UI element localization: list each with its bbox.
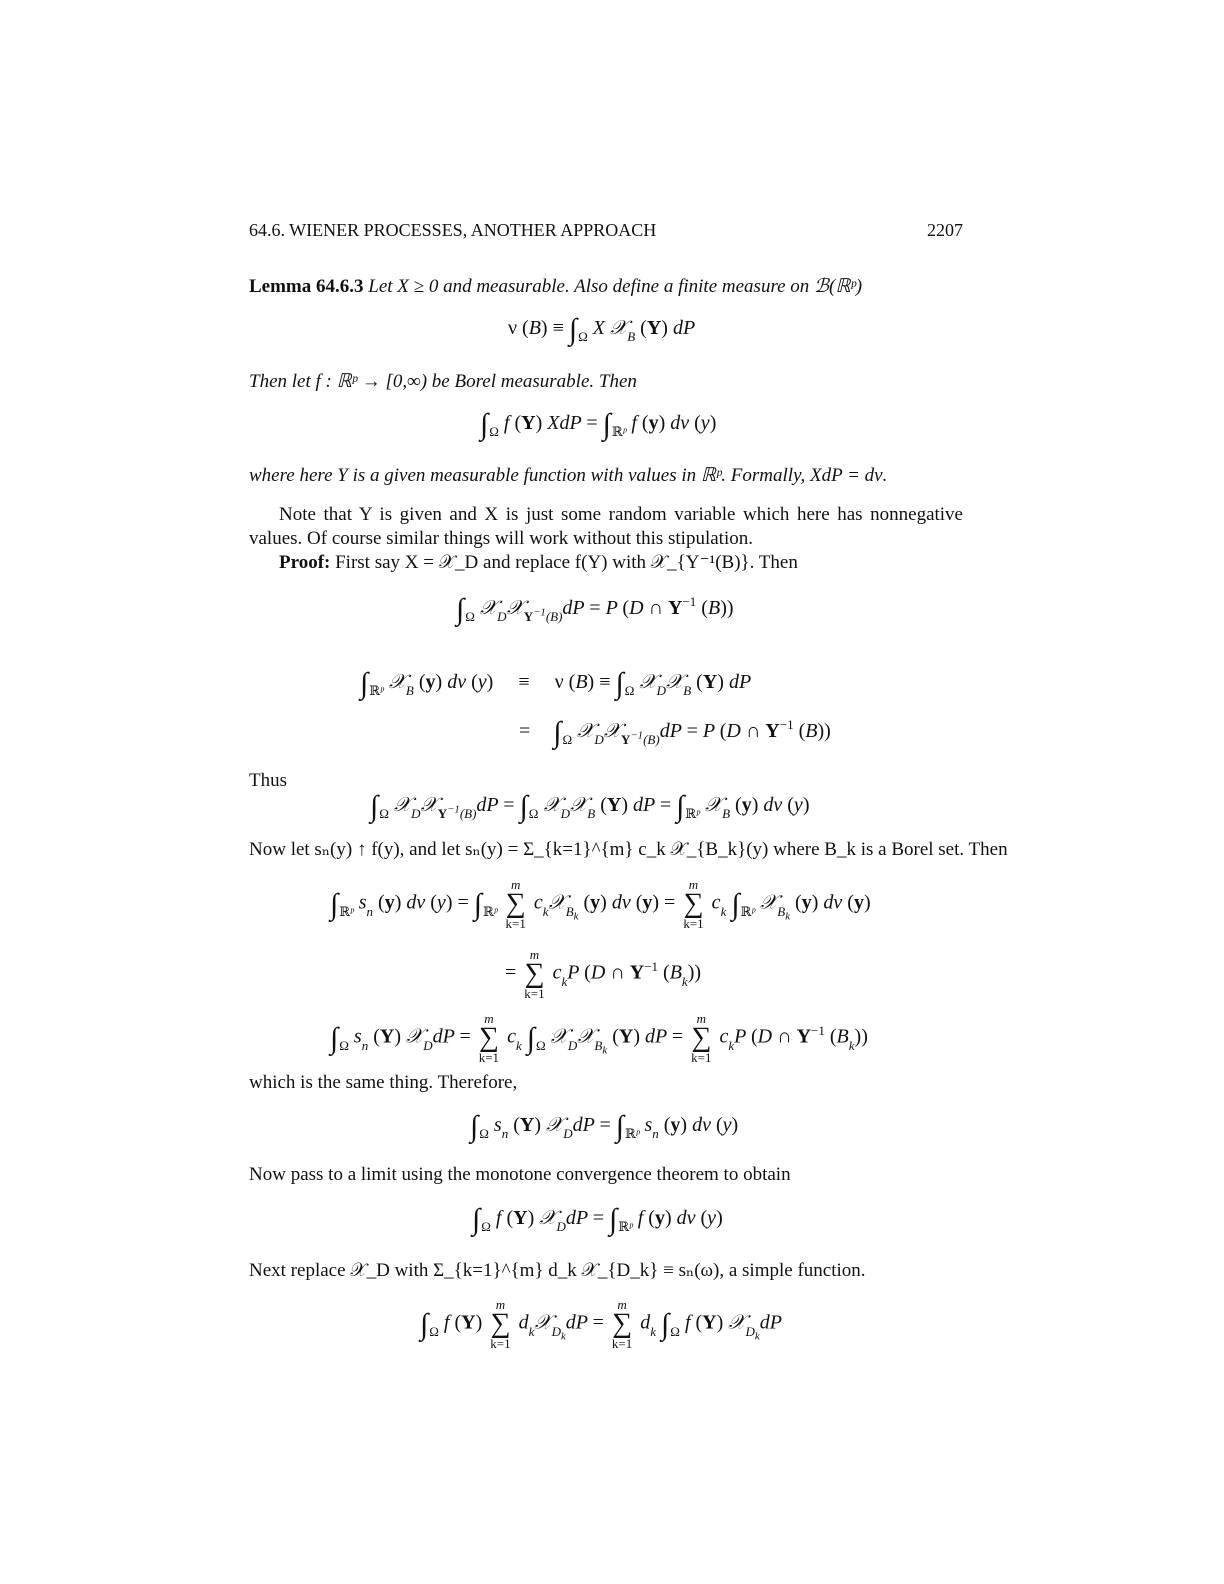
equation-limit: $\int_\Omega$ f (Y) 𝒳$_D$dP = $\int_{ℝᵖ}$ f (y) dν (y) (472, 1203, 723, 1236)
page-number: 2207 (927, 220, 963, 240)
proof-text: First say X = 𝒳_D and replace f(Y) with 𝒳_{Y⁻¹(B)}. Then (335, 552, 798, 573)
running-header (249, 220, 963, 241)
now-let-text: Now let sₙ(y) ↑ f(y), and let sₙ(y) = Σ_{k=1}^{m} c_k 𝒳_{B_k}(y) where B_k is a Borel set. Then (249, 839, 1008, 860)
equation-change-of-variables: $\int_\Omega$ f (Y) XdP = $\int_{ℝᵖ}$ f (y) dν (y) (480, 408, 717, 441)
lemma-label: Lemma 64.6.3 (249, 276, 364, 297)
lemma-text: Let X ≥ 0 and measurable. Also define a finite measure on ℬ(ℝᵖ) (368, 276, 863, 297)
lemma-then: Then let f : ℝᵖ → [0,∞) be Borel measurable. Then (249, 371, 637, 392)
equation-measure-definition: ν $(B) \equiv \int_\Omega$ X 𝒳$_B$ (Y) dP (508, 313, 696, 346)
next-replace-text: Next replace 𝒳_D with Σ_{k=1}^{m} d_k 𝒳_{D_k} ≡ sₙ(ω), a simple function. (249, 1260, 866, 1281)
section-title: 64.6. WIENER PROCESSES, ANOTHER APPROACH (249, 220, 657, 240)
equation-simple-1: $\int_{ℝᵖ}$ $s_n$ (y) dν $(y) = \int_{ℝᵖ}$ m ∑ k=1 $c_k𝒳_{B_k}$ (y) dν (y) = m ∑ k=1 $c_k$ $\int_{ℝᵖ}$ 𝒳$_{B_k}$ (y) dν (y) (330, 877, 871, 931)
equation-final: $\int_\Omega$ f (Y) m ∑ k=1 $d_k𝒳_{D_k}dP$ = m ∑ k=1 $d_k$ $\int_\Omega$ f (Y) 𝒳$_{D_k}$dP (420, 1297, 782, 1351)
equation-thus: $\int_\Omega$ 𝒳$_D$𝒳$_{Y^{-1}(B)}$dP = $\int_\Omega$ 𝒳$_D$𝒳$_B$ (Y) dP = $\int_{ℝᵖ}$ 𝒳$_B$ (y) dν (y) (370, 790, 810, 823)
equation-therefore: $\int_\Omega$ $s_n$ (Y) 𝒳$_D$dP = $\int_{ℝᵖ}$ $s_n$ (y) dν (y) (470, 1110, 739, 1143)
lemma-where: where here Y is a given measurable function with values in ℝᵖ. Formally, XdP = dν. (249, 465, 888, 486)
lemma-statement (249, 275, 862, 298)
equation-simple-2: = m ∑ k=1 $c_kP$ (D ∩ $Y^{-1}$ $(B_k)$) (505, 947, 702, 1001)
proof-line (279, 551, 798, 574)
equation-aligned-1a: $\int_{ℝᵖ}$ 𝒳$_B$ (y) dν (y) ≡ ν $(B) \equiv \int_\Omega$ 𝒳$_D$𝒳$_B$ (Y) dP (360, 667, 752, 700)
same-thing-text: which is the same thing. Therefore, (249, 1072, 518, 1093)
equation-simple-3: $\int_\Omega$ $s_n$ (Y) 𝒳$_D$dP = m ∑ k=1 $c_k$ $\int_\Omega$ 𝒳$_D$𝒳$_{B_k}$ (Y) dP = m ∑ k=1 $c_kP$ (D ∩ $Y^{-1}$ $(B_k)$) (330, 1011, 868, 1065)
equation-proof-1: $\int_\Omega$ 𝒳$_D$𝒳$_{Y^{-1}(B)}$dP = P (D ∩ $Y^{-1}$ (B)) (456, 593, 734, 626)
pass-limit-text: Now pass to a limit using the monotone convergence theorem to obtain (249, 1164, 791, 1185)
equation-aligned-1b: = $\int_\Omega$ 𝒳$_D$𝒳$_{Y^{-1}(B)}$dP = P (D ∩ $Y^{-1}$ (B)) (519, 716, 831, 749)
thus-text: Thus (249, 770, 287, 791)
proof-label: Proof: (279, 552, 331, 573)
note-paragraph: Note that Y is given and X is just some random variable which here has nonnegative values. Of course similar things will work without this stipulation. (249, 504, 963, 549)
